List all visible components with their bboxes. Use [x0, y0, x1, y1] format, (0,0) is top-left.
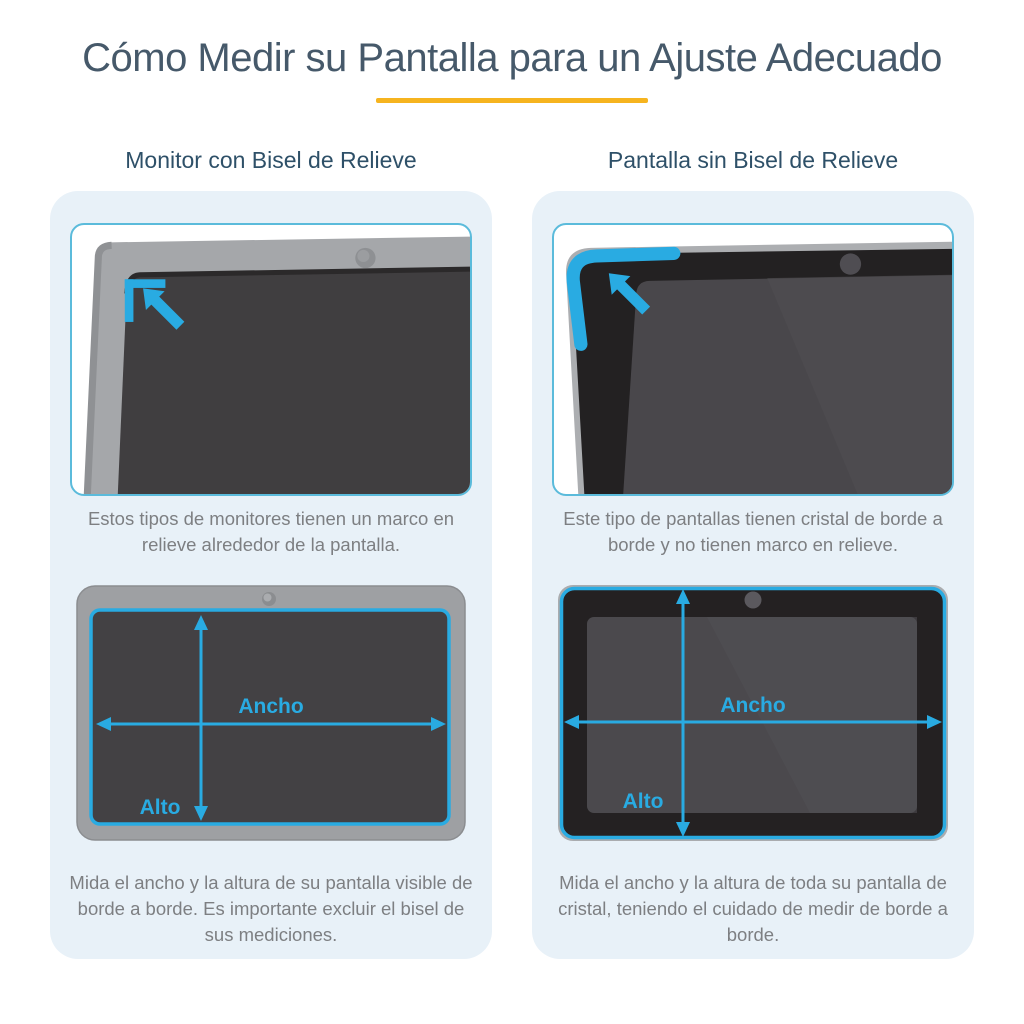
caption-glass-measure: Mida el ancho y la altura de toda su pantalla de cristal, teniendo el cuidado de medir de borde a borde.: [558, 872, 948, 945]
panel-glass-closeup: [552, 223, 954, 496]
panel-bezel-closeup: [70, 223, 472, 496]
column-heading-edge-to-edge: Pantalla sin Bisel de Relieve: [607, 147, 899, 173]
glass-corner-illustration: [554, 225, 952, 494]
card-beveled-monitor: [50, 191, 492, 959]
page-header: [0, 0, 1024, 103]
edge-to-edge-measure-illustration: [557, 584, 949, 846]
caption-bezel-description: Estos tipos de monitores tienen un marco en relieve alrededor de la pantalla.: [87, 508, 455, 555]
height-label: Alto: [622, 790, 664, 813]
width-label: Ancho: [720, 694, 786, 717]
webcam-icon: [745, 592, 762, 609]
caption-bezel-measure: Mida el ancho y la altura de su pantalla visible de borde a borde. Es importante excluir el bisel de sus mediciones.: [69, 872, 473, 945]
beveled-monitor-measure-illustration: [75, 584, 467, 846]
content-columns: [0, 103, 1024, 959]
monitor-screen: [118, 269, 470, 494]
column-beveled-monitor: [50, 103, 492, 959]
width-label: Ancho: [238, 695, 304, 718]
caption-glass-description: Este tipo de pantallas tienen cristal de borde a borde y no tienen marco en relieve.: [563, 508, 943, 555]
bezel-corner-illustration: [72, 225, 470, 494]
webcam-lens: [264, 594, 272, 602]
column-edge-to-edge: [532, 103, 974, 959]
page-title: Cómo Medir su Pantalla para un Ajuste Adecuado: [82, 36, 942, 80]
column-heading-beveled: Monitor con Bisel de Relieve: [125, 147, 417, 173]
webcam-lens: [357, 250, 369, 262]
card-edge-to-edge: [532, 191, 974, 959]
webcam-icon: [840, 253, 861, 274]
height-label: Alto: [139, 796, 181, 819]
